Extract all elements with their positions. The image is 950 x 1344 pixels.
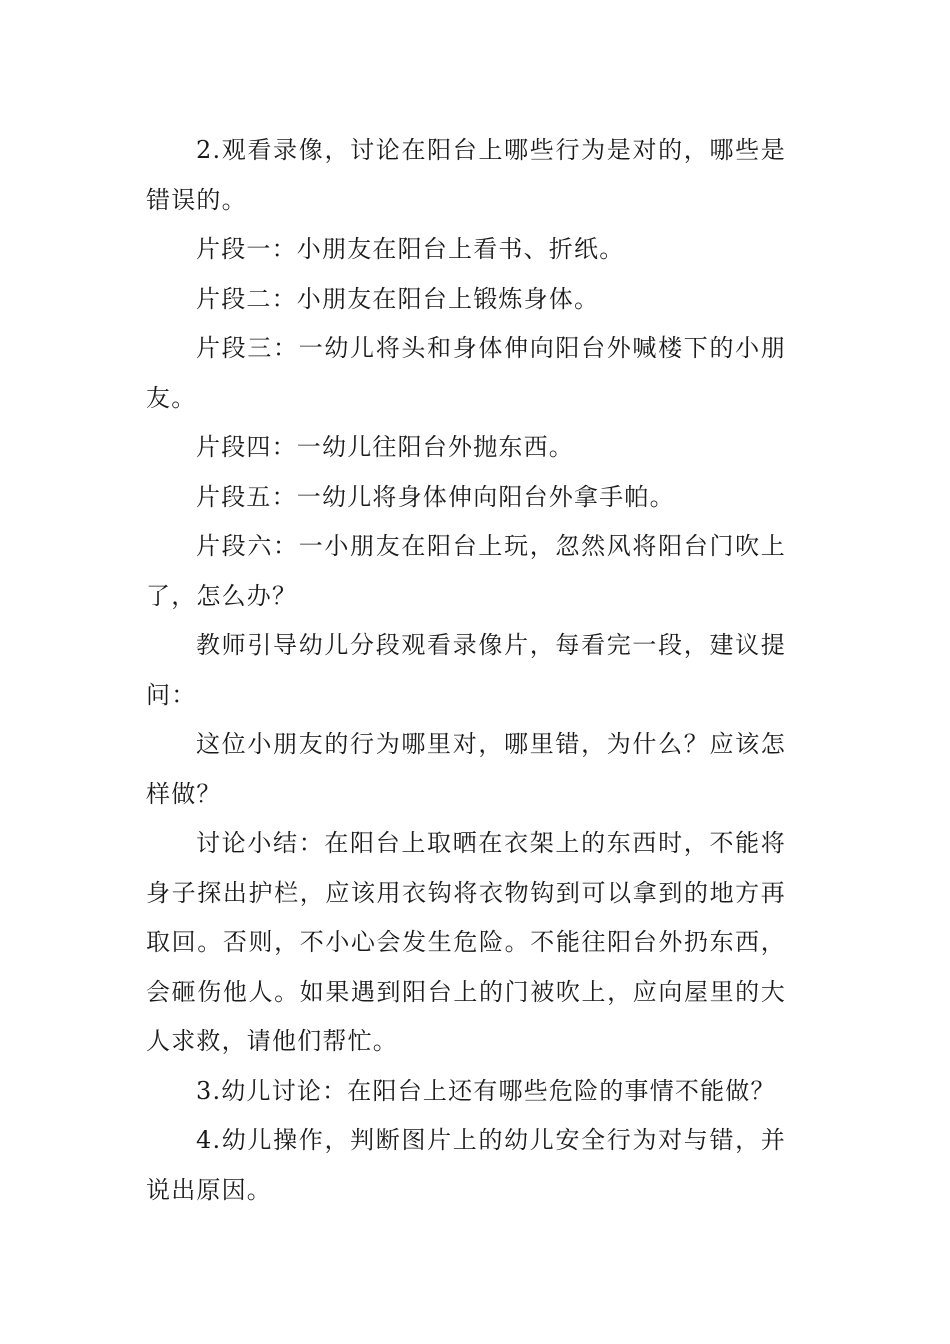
paragraph-teacher-guide: 教师引导幼儿分段观看录像片，每看完一段，建议提问： <box>146 631 786 709</box>
paragraph-question: 这位小朋友的行为哪里对，哪里错，为什么？应该怎样做？ <box>146 730 786 808</box>
paragraph-summary: 讨论小结：在阳台上取晒在衣架上的东西时，不能将身子探出护栏，应该用衣钩将衣物钩到可以拿到的地方再取回。否则，不小心会发生危险。不能往阳台外扔东西，会砸伤他人。如果遇到阳台上的门被吹上，应向屋里的大人求救，请他们帮忙。 <box>146 829 786 1055</box>
paragraph-step-3: 3.幼儿讨论：在阳台上还有哪些危险的事情不能做？ <box>196 1076 776 1105</box>
paragraph-segment-4: 片段四：一幼儿往阳台外抛东西。 <box>196 433 574 461</box>
paragraph-segment-2: 片段二：小朋友在阳台上锻炼身体。 <box>196 284 600 313</box>
paragraph-segment-3: 片段三：一幼儿将头和身体伸向阳台外喊楼下的小朋友。 <box>146 334 786 412</box>
paragraph-segment-1: 片段一：小朋友在阳台上看书、折纸。 <box>196 235 625 263</box>
paragraph-step-2: 2.观看录像，讨论在阳台上哪些行为是对的，哪些是错误的。 <box>146 136 786 214</box>
paragraph-segment-5: 片段五：一幼儿将身体伸向阳台外拿手帕。 <box>196 482 675 511</box>
document-body <box>146 126 786 1215</box>
paragraph-segment-6: 片段六：一小朋友在阳台上玩，忽然风将阳台门吹上了，怎么办？ <box>146 532 786 610</box>
paragraph-step-4: 4.幼儿操作，判断图片上的幼儿安全行为对与错，并说出原因。 <box>146 1126 786 1204</box>
